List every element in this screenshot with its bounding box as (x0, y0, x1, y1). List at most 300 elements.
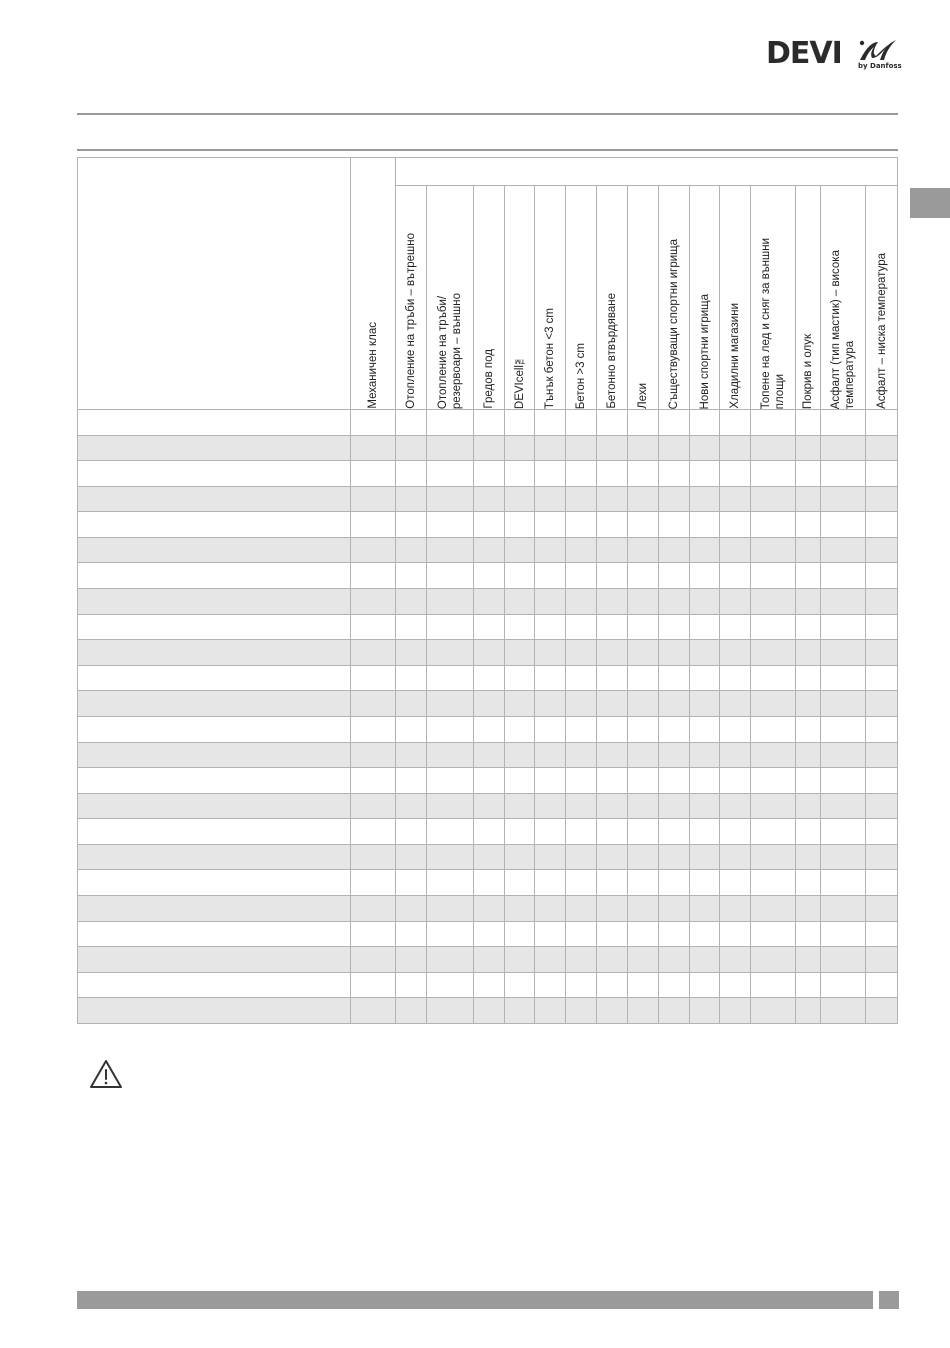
table-row (78, 640, 898, 666)
table-cell (351, 665, 396, 691)
table-top-rule (77, 149, 898, 151)
table-cell (396, 410, 427, 436)
table-cell (351, 614, 396, 640)
table-cell (597, 972, 628, 998)
table-cell (690, 461, 720, 487)
table-cell (751, 486, 796, 512)
table-cell (396, 537, 427, 563)
table-cell (427, 640, 474, 666)
table-cell (78, 563, 351, 589)
table-cell (751, 819, 796, 845)
table-row (78, 512, 898, 538)
table-cell (751, 972, 796, 998)
table-cell (474, 691, 505, 717)
table-cell (866, 947, 898, 973)
table-cell (566, 793, 597, 819)
table-cell (505, 461, 535, 487)
table-cell (78, 716, 351, 742)
table-cell (866, 640, 898, 666)
table-cell (474, 716, 505, 742)
table-cell (78, 819, 351, 845)
table-cell (751, 461, 796, 487)
table-cell (659, 998, 690, 1024)
logo-wordmark: DEVI (766, 36, 842, 71)
table-cell (78, 614, 351, 640)
table-cell (396, 589, 427, 615)
table-cell (535, 716, 566, 742)
table-cell (597, 486, 628, 512)
table-cell (821, 921, 866, 947)
table-cell (351, 972, 396, 998)
table-cell (505, 512, 535, 538)
table-cell (628, 895, 659, 921)
table-cell (659, 563, 690, 589)
table-cell (566, 537, 597, 563)
table-cell (396, 640, 427, 666)
table-cell (535, 537, 566, 563)
table-cell (78, 410, 351, 436)
column-header-label: Тънък бетон <3 cm (544, 307, 556, 409)
column-header (866, 186, 898, 410)
table-row (78, 691, 898, 717)
table-cell (690, 716, 720, 742)
table-row (78, 768, 898, 794)
application-table (77, 157, 898, 1024)
table-cell (866, 665, 898, 691)
table-cell (796, 998, 821, 1024)
table-cell (821, 819, 866, 845)
table-cell (751, 998, 796, 1024)
table-cell (351, 819, 396, 845)
table-cell (720, 435, 751, 461)
table-cell (351, 742, 396, 768)
table-cell (659, 410, 690, 436)
table-row (78, 793, 898, 819)
table-cell (821, 665, 866, 691)
column-header-label: Бетонно втвърдяване (606, 293, 618, 409)
table-cell (474, 895, 505, 921)
table-cell (866, 716, 898, 742)
table-cell (535, 768, 566, 794)
table-cell (720, 486, 751, 512)
table-cell (751, 537, 796, 563)
table-cell (351, 895, 396, 921)
table-cell (396, 716, 427, 742)
table-cell (821, 486, 866, 512)
table-cell (474, 768, 505, 794)
table-cell (690, 486, 720, 512)
table-cell (628, 972, 659, 998)
table-cell (78, 589, 351, 615)
table-cell (690, 742, 720, 768)
column-header (659, 186, 690, 410)
table-cell (566, 998, 597, 1024)
table-cell (566, 461, 597, 487)
table-cell (427, 537, 474, 563)
table-cell (78, 640, 351, 666)
table-cell (751, 870, 796, 896)
column-header-label: Отопление на тръби – вътрешно (405, 233, 417, 409)
table-cell (396, 461, 427, 487)
table-cell (628, 947, 659, 973)
table-cell (720, 665, 751, 691)
table-cell (566, 768, 597, 794)
table-cell (474, 870, 505, 896)
table-cell (628, 819, 659, 845)
column-header (396, 186, 427, 410)
table-cell (720, 742, 751, 768)
table-cell (474, 844, 505, 870)
table-cell (351, 947, 396, 973)
table-cell (351, 640, 396, 666)
table-cell (690, 793, 720, 819)
table-row (78, 614, 898, 640)
table-cell (690, 563, 720, 589)
section-tab (910, 188, 950, 218)
column-header (474, 186, 505, 410)
table-cell (690, 972, 720, 998)
table-cell (535, 819, 566, 845)
table-row (78, 998, 898, 1024)
table-cell (396, 844, 427, 870)
table-cell (78, 461, 351, 487)
table-cell (796, 921, 821, 947)
table-cell (796, 742, 821, 768)
table-cell (566, 844, 597, 870)
table-cell (659, 691, 690, 717)
table-cell (628, 768, 659, 794)
table-cell (597, 742, 628, 768)
table-cell (628, 870, 659, 896)
table-cell (720, 410, 751, 436)
table-cell (351, 461, 396, 487)
table-cell (751, 921, 796, 947)
table-cell (474, 461, 505, 487)
table-cell (628, 998, 659, 1024)
table-cell (505, 998, 535, 1024)
table-cell (597, 512, 628, 538)
table-cell (628, 512, 659, 538)
table-cell (628, 921, 659, 947)
column-header-label: Съществуващи спортни игрища (668, 238, 680, 409)
table-cell (796, 895, 821, 921)
table-cell (396, 665, 427, 691)
table-row (78, 742, 898, 768)
table-cell (351, 410, 396, 436)
table-cell (597, 895, 628, 921)
table-cell (720, 589, 751, 615)
table-cell (821, 947, 866, 973)
table-cell (690, 691, 720, 717)
table-row (78, 972, 898, 998)
table-cell (821, 768, 866, 794)
table-cell (821, 589, 866, 615)
table-cell (566, 921, 597, 947)
table-cell (796, 563, 821, 589)
table-cell (396, 793, 427, 819)
table-cell (690, 614, 720, 640)
table-cell (690, 998, 720, 1024)
column-header-label: Асфалт – ниска температура (875, 253, 888, 409)
table-cell (351, 486, 396, 512)
table-cell (566, 742, 597, 768)
table-cell (427, 563, 474, 589)
table-cell (351, 435, 396, 461)
table-cell (751, 512, 796, 538)
table-cell (351, 563, 396, 589)
table-cell (535, 691, 566, 717)
table-cell (751, 665, 796, 691)
table-cell (597, 998, 628, 1024)
warning-triangle-icon (88, 1058, 124, 1090)
table-cell (396, 870, 427, 896)
table-cell (821, 461, 866, 487)
table-cell (535, 640, 566, 666)
table-cell (690, 819, 720, 845)
table-cell (659, 665, 690, 691)
table-cell (396, 486, 427, 512)
table-row (78, 410, 898, 436)
table-cell (821, 537, 866, 563)
table-cell (866, 461, 898, 487)
table-cell (427, 742, 474, 768)
table-cell (720, 461, 751, 487)
applications-group-header (396, 158, 898, 186)
table-cell (690, 512, 720, 538)
table-cell (720, 998, 751, 1024)
column-header (628, 186, 659, 410)
table-cell (720, 640, 751, 666)
column-header (751, 186, 796, 410)
table-cell (566, 614, 597, 640)
devi-logo (766, 36, 900, 72)
table-cell (474, 512, 505, 538)
table-row (78, 844, 898, 870)
table-cell (535, 972, 566, 998)
table-cell (796, 844, 821, 870)
table-cell (659, 895, 690, 921)
table-cell (566, 947, 597, 973)
table-cell (659, 793, 690, 819)
table-cell (796, 512, 821, 538)
mech-class-label: Механичен клас (367, 322, 379, 409)
table-cell (659, 486, 690, 512)
table-cell (78, 665, 351, 691)
table-cell (821, 691, 866, 717)
table-row (78, 895, 898, 921)
table-cell (597, 589, 628, 615)
table-cell (720, 614, 751, 640)
table-cell (597, 563, 628, 589)
table-cell (396, 972, 427, 998)
table-cell (751, 435, 796, 461)
column-header (720, 186, 751, 410)
table-cell (78, 512, 351, 538)
table-cell (351, 691, 396, 717)
table-cell (796, 461, 821, 487)
table-cell (351, 793, 396, 819)
table-cell (427, 895, 474, 921)
table-cell (720, 537, 751, 563)
table-cell (566, 870, 597, 896)
table-cell (427, 512, 474, 538)
table-cell (659, 768, 690, 794)
table-cell (396, 435, 427, 461)
table-cell (427, 665, 474, 691)
table-cell (796, 486, 821, 512)
table-row (78, 870, 898, 896)
table-cell (659, 461, 690, 487)
table-cell (474, 793, 505, 819)
column-header (427, 186, 474, 410)
table-cell (474, 537, 505, 563)
table-cell (351, 921, 396, 947)
table-cell (866, 998, 898, 1024)
table-cell (597, 844, 628, 870)
table-cell (628, 435, 659, 461)
table-cell (866, 921, 898, 947)
table-cell (396, 998, 427, 1024)
logo-sub: by Danfoss (858, 62, 902, 70)
table-cell (751, 691, 796, 717)
table-cell (505, 895, 535, 921)
table-cell (78, 742, 351, 768)
table-cell (821, 870, 866, 896)
table-cell (821, 563, 866, 589)
column-header-label: Покрив и олук (802, 333, 814, 409)
table-cell (751, 768, 796, 794)
table-cell (720, 768, 751, 794)
table-cell (78, 844, 351, 870)
table-cell (866, 563, 898, 589)
table-cell (659, 819, 690, 845)
table-cell (78, 768, 351, 794)
column-header-label: Нови спортни игрища (698, 293, 711, 409)
table-cell (427, 410, 474, 436)
table-cell (866, 793, 898, 819)
table-cell (690, 768, 720, 794)
logo-swoosh-icon (856, 38, 900, 62)
table-cell (821, 614, 866, 640)
table-cell (566, 716, 597, 742)
column-header (505, 186, 535, 410)
table-cell (597, 435, 628, 461)
table-cell (427, 589, 474, 615)
table-cell (78, 435, 351, 461)
table-row (78, 921, 898, 947)
table-cell (659, 921, 690, 947)
table-cell (597, 691, 628, 717)
table-cell (474, 640, 505, 666)
table-cell (796, 793, 821, 819)
table-cell (505, 972, 535, 998)
table-cell (427, 947, 474, 973)
table-cell (505, 665, 535, 691)
table-cell (659, 972, 690, 998)
table-cell (78, 972, 351, 998)
table-cell (427, 716, 474, 742)
table-cell (396, 947, 427, 973)
table-cell (597, 793, 628, 819)
table-cell (505, 716, 535, 742)
table-cell (866, 870, 898, 896)
table-cell (427, 691, 474, 717)
table-cell (866, 486, 898, 512)
table-cell (597, 665, 628, 691)
table-cell (628, 742, 659, 768)
table-cell (535, 870, 566, 896)
table-cell (796, 716, 821, 742)
table-cell (505, 870, 535, 896)
table-cell (427, 614, 474, 640)
table-cell (720, 947, 751, 973)
table-cell (796, 665, 821, 691)
table-cell (427, 921, 474, 947)
table-cell (351, 768, 396, 794)
table-cell (597, 716, 628, 742)
table-row (78, 486, 898, 512)
table-cell (866, 435, 898, 461)
table-cell (427, 486, 474, 512)
table-cell (659, 512, 690, 538)
table-cell (78, 691, 351, 717)
column-header (535, 186, 566, 410)
table-row (78, 947, 898, 973)
table-cell (427, 768, 474, 794)
table-cell (628, 640, 659, 666)
table-cell (474, 410, 505, 436)
table-cell (535, 486, 566, 512)
table-cell (505, 768, 535, 794)
table-cell (427, 972, 474, 998)
column-header (566, 186, 597, 410)
table-cell (535, 947, 566, 973)
header-rule (77, 113, 898, 115)
table-cell (628, 716, 659, 742)
table-cell (396, 921, 427, 947)
table-cell (720, 844, 751, 870)
table-cell (505, 563, 535, 589)
table-cell (796, 537, 821, 563)
table-cell (821, 640, 866, 666)
table-cell (505, 742, 535, 768)
table-cell (866, 614, 898, 640)
table-cell (796, 691, 821, 717)
table-cell (796, 972, 821, 998)
table-cell (628, 461, 659, 487)
table-cell (505, 947, 535, 973)
table-cell (597, 640, 628, 666)
table-cell (474, 998, 505, 1024)
table-cell (505, 435, 535, 461)
table-cell (535, 512, 566, 538)
table-cell (751, 410, 796, 436)
table-row (78, 563, 898, 589)
table-cell (396, 768, 427, 794)
table-cell (796, 614, 821, 640)
table-cell (628, 691, 659, 717)
table-cell (821, 435, 866, 461)
table-cell (866, 844, 898, 870)
table-cell (474, 972, 505, 998)
table-cell (690, 537, 720, 563)
table-cell (396, 512, 427, 538)
table-cell (474, 742, 505, 768)
table-cell (821, 998, 866, 1024)
table-cell (566, 563, 597, 589)
table-cell (597, 614, 628, 640)
table-cell (720, 793, 751, 819)
